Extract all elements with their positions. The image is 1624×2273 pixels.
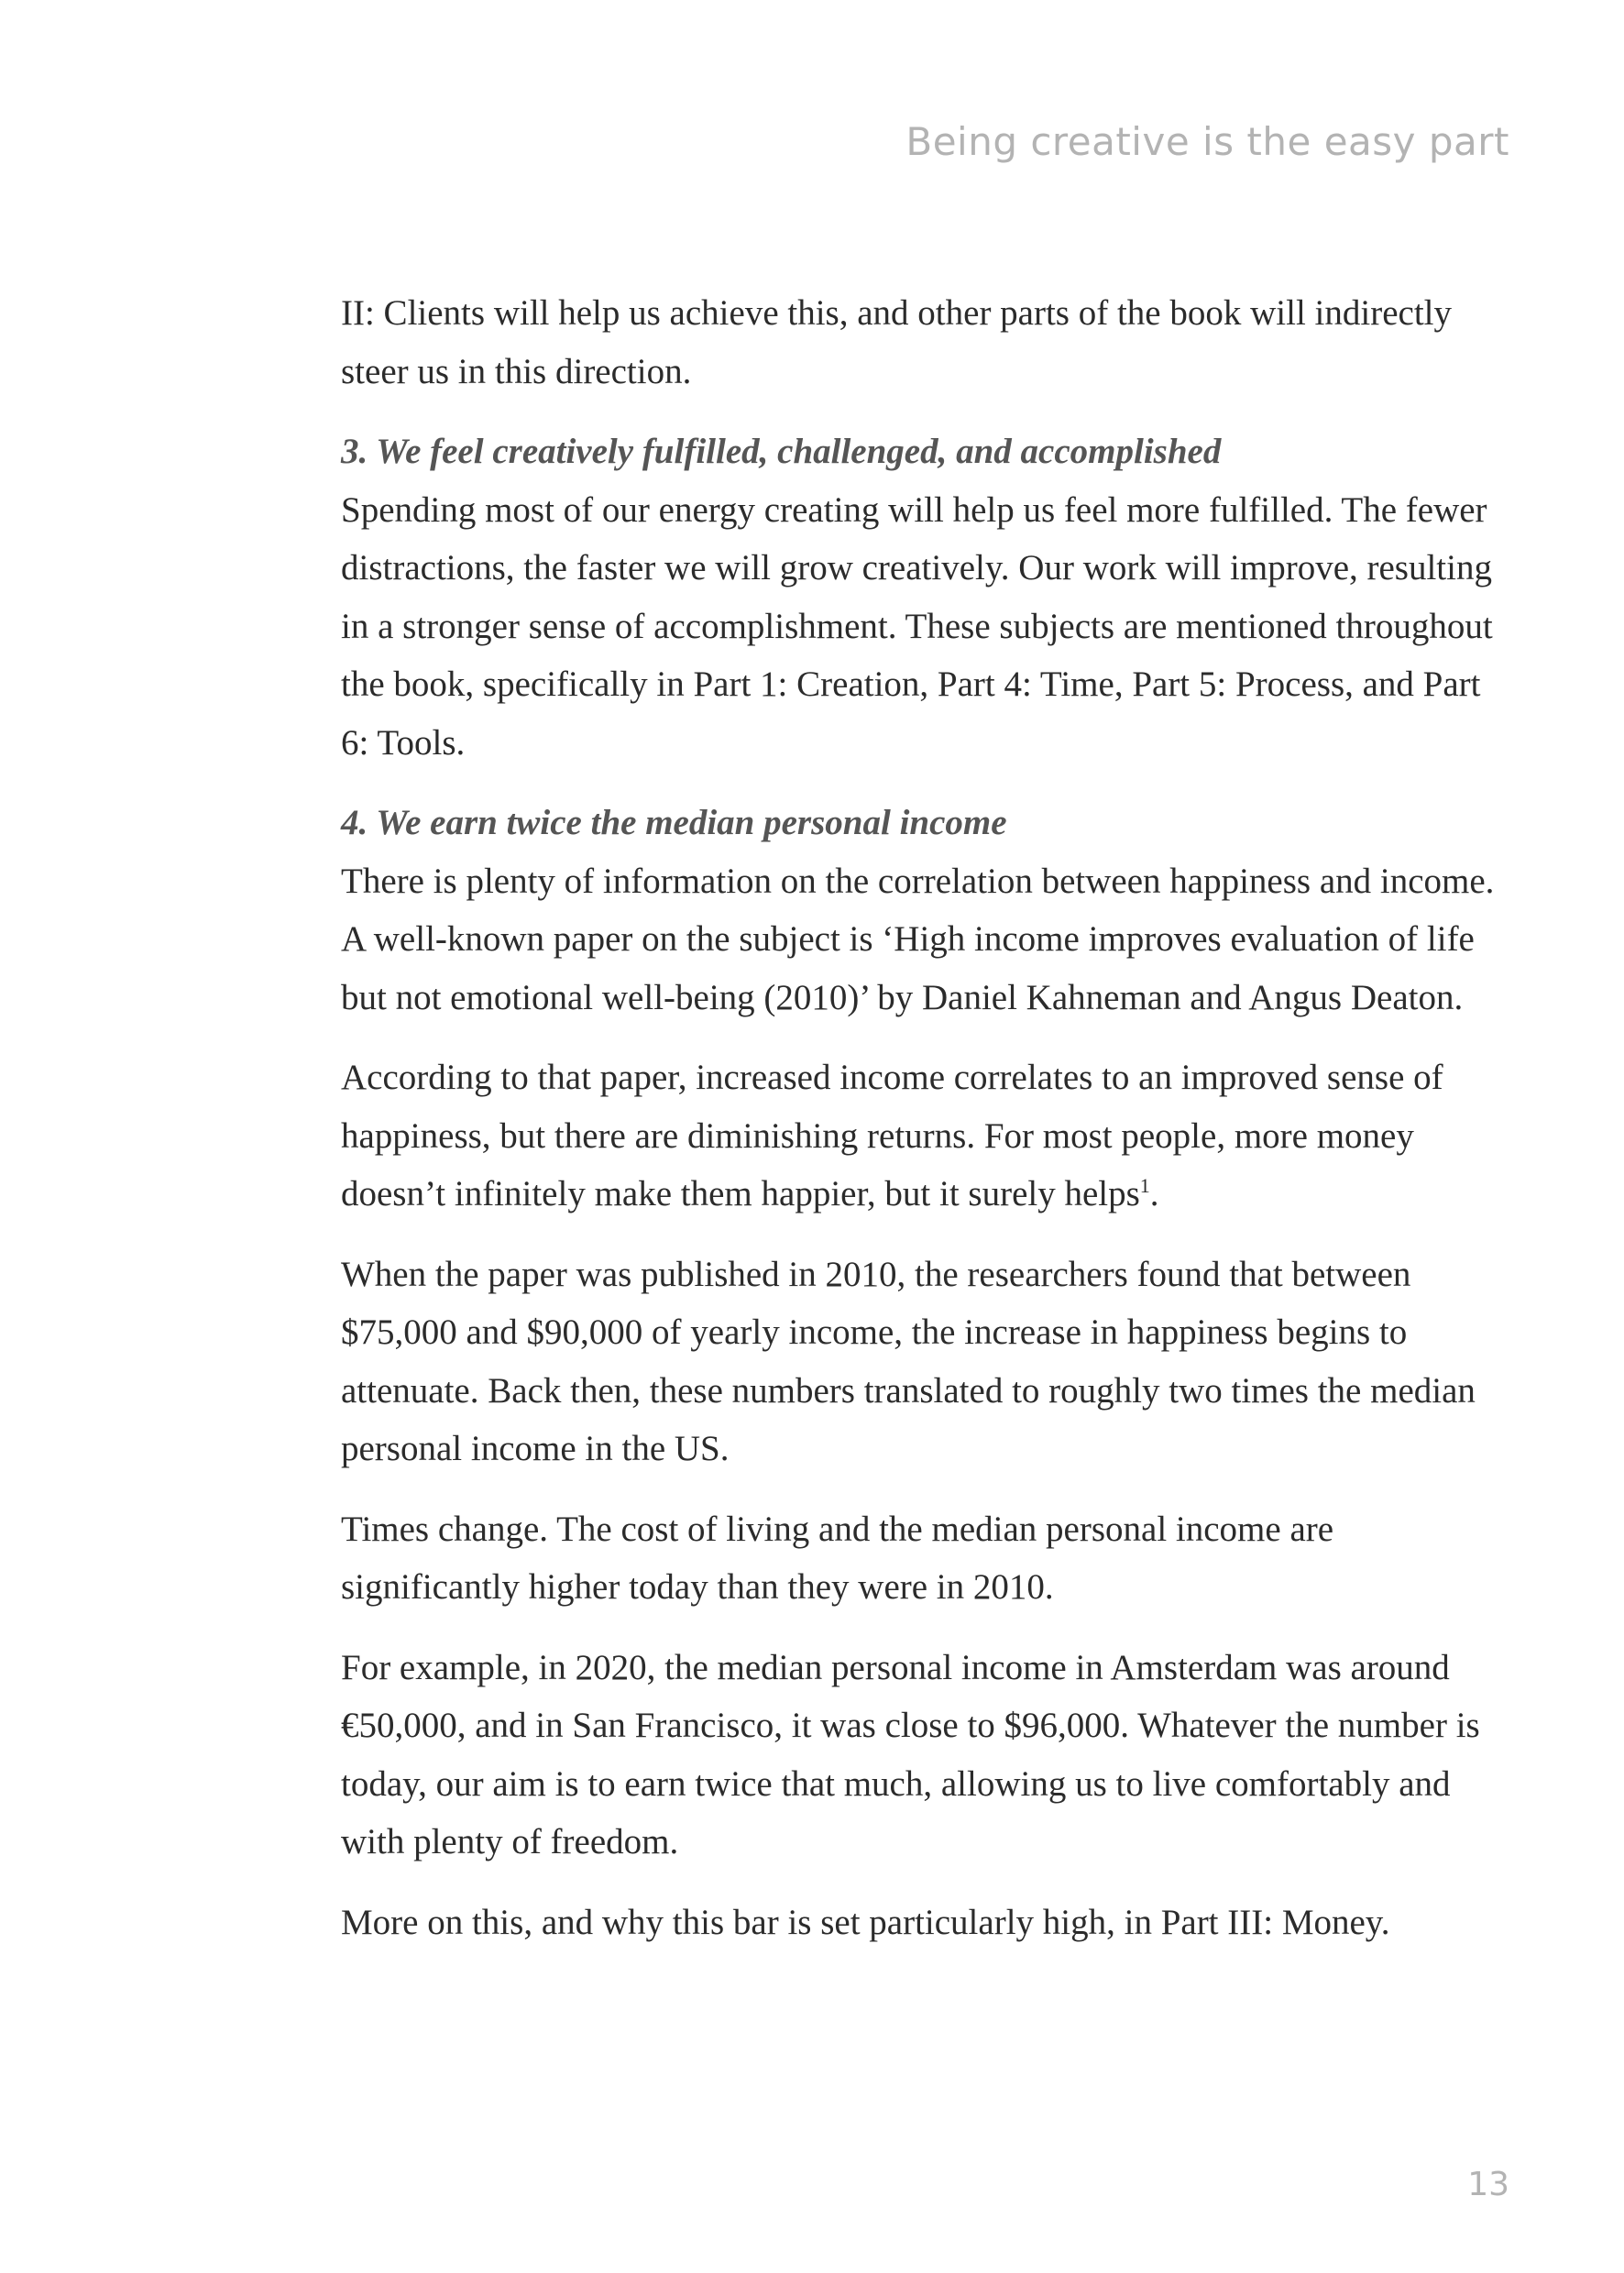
paragraph-according-text: According to that paper, increased income correlates to an improved sense of happiness, but there are diminishing returns. For most people, more money doesn’t infinitely make them happier, but it surely helps [341,1058,1443,1213]
paragraph-example: For example, in 2020, the median personal income in Amsterdam was around €50,000, and in San Francisco, it was close to $96,000. Whatever the number is today, our aim is to earn twice that much, allowing us to live comfortably and with plenty of freedom. [341,1647,1480,1861]
section-4-heading: 4. We earn twice the median personal income [341,803,1007,842]
paragraph-clients: II: Clients will help us achieve this, and other parts of the book will indirectly steer us in this direction. [341,293,1452,391]
paragraph-published: When the paper was published in 2010, the researchers found that between $75,000 and $90,000 of yearly income, the increase in happiness begins to attenuate. Back then, these numbers translated to roughly two times the median personal income in the US. [341,1254,1476,1468]
section-4 [341,794,1514,1027]
paragraph-more: More on this, and why this bar is set particularly high, in Part III: Money. [341,1902,1390,1942]
paragraph-according [341,1049,1514,1224]
section-3 [341,423,1514,772]
paragraph-according-end: . [1149,1174,1159,1213]
section-3-heading: 3. We feel creatively fulfilled, challenged, and accomplished [341,432,1222,471]
page-body [341,284,1514,1973]
section-4-body: There is plenty of information on the correlation between happiness and income. A well-known paper on the subject is ‘High income improves evaluation of life but not emotional well-being (2010)’ by Daniel Kahneman and Angus Deaton. [341,861,1495,1017]
paragraph-times: Times change. The cost of living and the median personal income are significantly higher today than they were in 2010. [341,1509,1334,1607]
footnote-reference[interactable]: 1 [1139,1174,1150,1197]
page-number: 13 [1467,2166,1509,2203]
running-header: Being creative is the easy part [905,119,1509,164]
section-3-body: Spending most of our energy creating will help us feel more fulfilled. The fewer distractions, the faster we will grow creatively. Our work will improve, resulting in a stronger sense of accomplishment. These subjects are mentioned throughout the book, specifically in Part 1: Creation, Part 4: Time, Part 5: Process, and Part 6: Tools. [341,489,1493,763]
